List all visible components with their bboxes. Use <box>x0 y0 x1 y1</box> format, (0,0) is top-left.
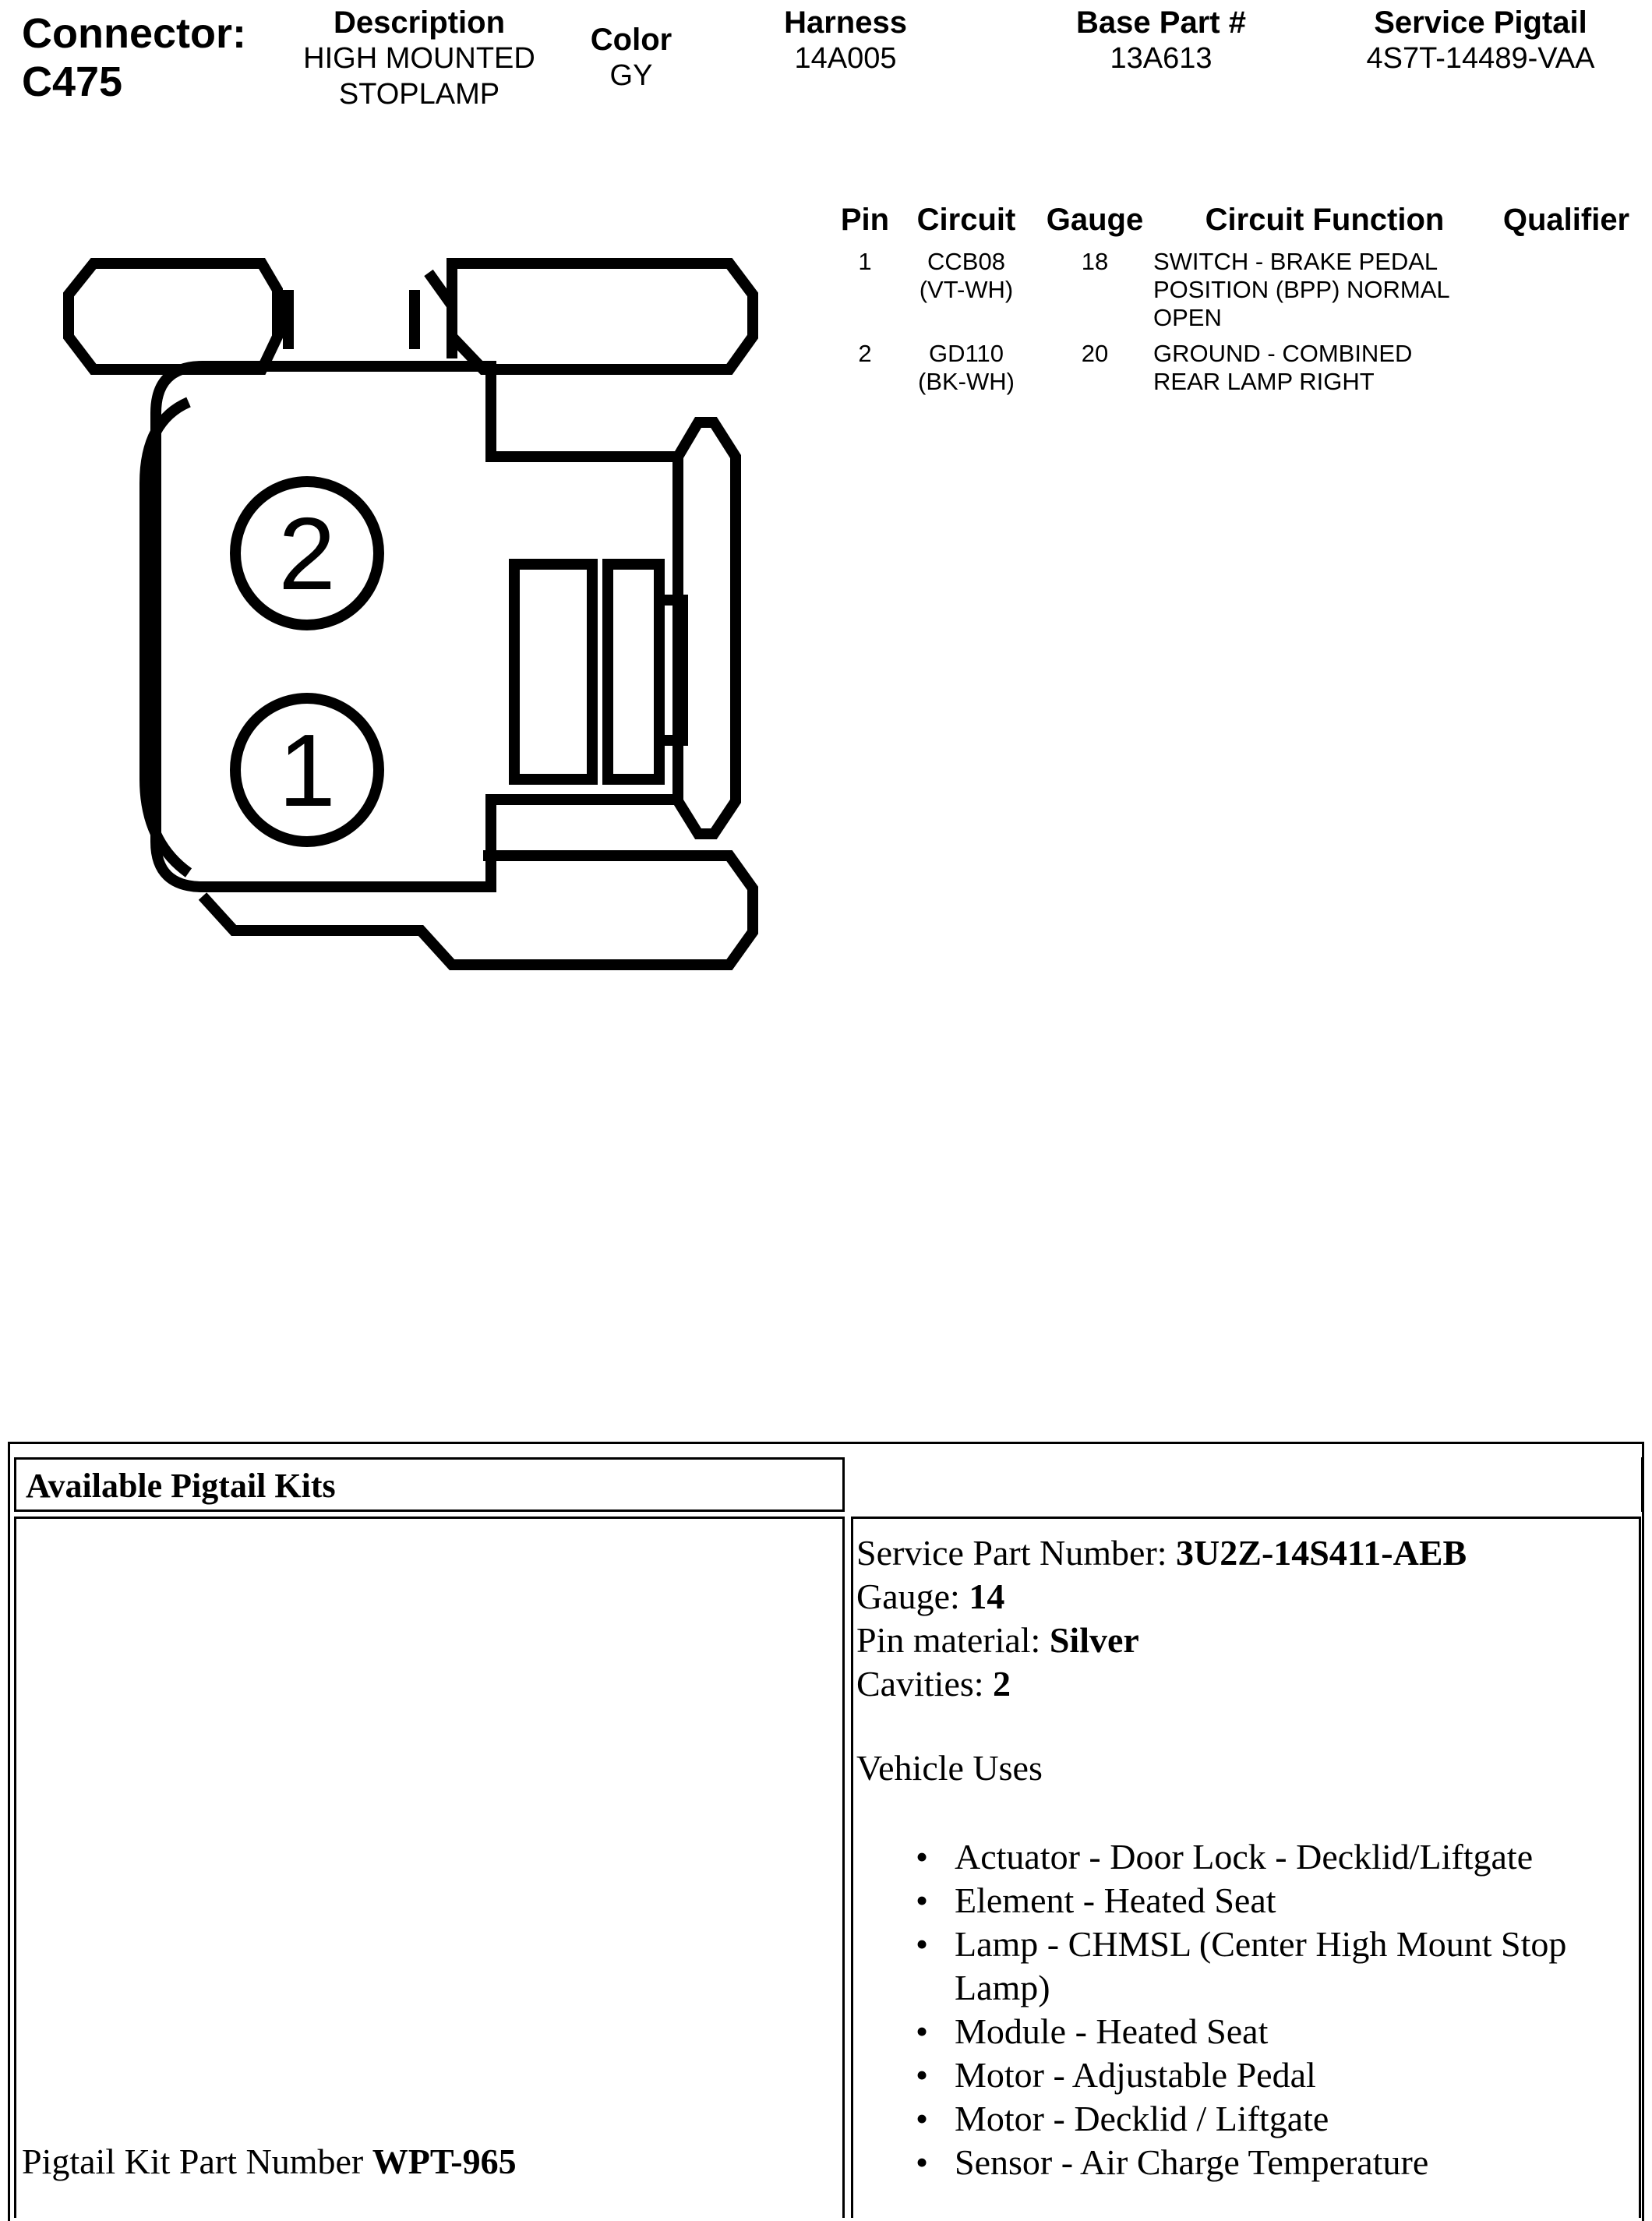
service-pigtail-label: Service Pigtail <box>1374 5 1587 40</box>
service-pigtail-column <box>1317 5 1644 76</box>
connector-body <box>156 366 678 887</box>
pin-material-spec <box>856 1619 1636 1662</box>
circuit-header: Circuit <box>916 203 1016 237</box>
gauge-label: Gauge: <box>856 1577 969 1616</box>
gauge-cell: 20 <box>1081 340 1109 367</box>
cavities-value: 2 <box>993 1664 1011 1704</box>
latch-tab-top-left <box>69 263 277 369</box>
cavities-spec <box>856 1662 1636 1706</box>
pin-header: Pin <box>840 203 890 237</box>
base-part-column <box>1036 5 1286 76</box>
function-line: REAR LAMP RIGHT <box>1153 368 1375 395</box>
connector-id: C475 <box>22 58 123 105</box>
keying-tab <box>659 600 683 740</box>
description-label: Description <box>333 5 506 40</box>
color-column <box>569 22 694 94</box>
vehicle-use-item: • Motor - Decklid / Liftgate <box>856 2097 1636 2141</box>
gauge-value: 14 <box>969 1577 1005 1616</box>
service-part-label: Service Part Number: <box>856 1533 1177 1573</box>
latch-tab-bottom <box>203 856 753 965</box>
circuit-function-header: Circuit Function <box>1205 203 1445 237</box>
qualifier-header: Qualifier <box>1502 203 1630 237</box>
base-part-label: Base Part # <box>1076 5 1246 40</box>
kit-part-label: Pigtail Kit Part Number <box>22 2142 372 2181</box>
circuit-code: GD110 <box>929 340 1004 367</box>
vehicle-use-item: • Motor - Adjustable Pedal <box>856 2053 1636 2097</box>
base-part-value: 13A613 <box>1110 42 1213 75</box>
keying-slot-right <box>608 564 659 779</box>
pigtail-details-cell <box>851 1517 1641 2218</box>
service-part-value: 3U2Z-14S411-AEB <box>1176 1533 1467 1573</box>
function-line: SWITCH - BRAKE PEDAL <box>1153 248 1438 275</box>
gauge-header: Gauge <box>1046 203 1144 237</box>
connector-face-diagram <box>47 249 779 1013</box>
latch-bridge <box>288 290 415 349</box>
vehicle-uses-label: Vehicle Uses <box>856 1748 1043 1788</box>
pigtail-kits-title-spacer <box>851 1457 1643 1512</box>
color-value: GY <box>609 59 653 92</box>
latch-tab-top-right <box>452 263 753 369</box>
vehicle-use-item <box>856 1923 1636 2010</box>
vehicle-use-text: Lamp - CHMSL (Center High Mount Stop <box>955 1924 1567 1964</box>
cavities-label: Cavities: <box>856 1664 994 1704</box>
pin-number: 2 <box>858 340 872 367</box>
circuit-function-cell <box>1153 340 1488 396</box>
circuit-cell <box>904 248 1029 304</box>
vehicle-use-item: • Actuator - Door Lock - Decklid/Liftgate <box>856 1835 1636 1879</box>
vehicle-uses-list <box>856 1835 1636 2184</box>
description-value-line1: HIGH MOUNTED <box>303 42 535 75</box>
pin-material-value: Silver <box>1049 1620 1139 1660</box>
pigtail-kit-part-number <box>22 2140 517 2184</box>
harness-column <box>725 5 966 76</box>
pin-material-label: Pin material: <box>856 1620 1050 1660</box>
vehicle-use-item: • Module - Heated Seat <box>856 2010 1636 2053</box>
description-column <box>271 5 567 112</box>
function-line: GROUND - COMBINED <box>1153 340 1413 367</box>
circuit-code: CCB08 <box>927 248 1005 275</box>
pin-number: 1 <box>858 248 872 275</box>
vehicle-use-item: • Element - Heated Seat <box>856 1879 1636 1923</box>
harness-label: Harness <box>784 5 907 40</box>
service-pigtail-value: 4S7T-14489-VAA <box>1366 42 1595 75</box>
circuit-color: (VT-WH) <box>919 276 1014 303</box>
gauge-spec <box>856 1575 1636 1619</box>
circuit-function-cell <box>1153 248 1488 332</box>
function-line: POSITION (BPP) NORMAL <box>1153 276 1450 303</box>
pin-1-label: 1 <box>278 713 336 828</box>
connector-title <box>22 9 246 106</box>
vehicle-use-text-continued: Lamp) <box>955 1968 1050 2007</box>
color-label: Color <box>590 23 672 57</box>
pigtail-kit-cell <box>14 1517 845 2218</box>
function-line: OPEN <box>1153 304 1222 331</box>
connector-label: Connector: <box>22 10 246 57</box>
pin-2-label: 2 <box>278 496 336 611</box>
service-part-number <box>856 1531 1636 1575</box>
keying-slot-left <box>514 564 592 779</box>
circuit-cell <box>904 340 1029 396</box>
harness-value: 14A005 <box>794 42 897 75</box>
circuit-color: (BK-WH) <box>918 368 1015 395</box>
description-value-line2: STOPLAMP <box>338 78 500 111</box>
gauge-cell: 18 <box>1081 248 1109 275</box>
kit-part-value: WPT-965 <box>372 2142 517 2181</box>
pigtail-kits-title: Available Pigtail Kits <box>14 1457 845 1512</box>
vehicle-use-item: • Sensor - Air Charge Temperature <box>856 2141 1636 2184</box>
